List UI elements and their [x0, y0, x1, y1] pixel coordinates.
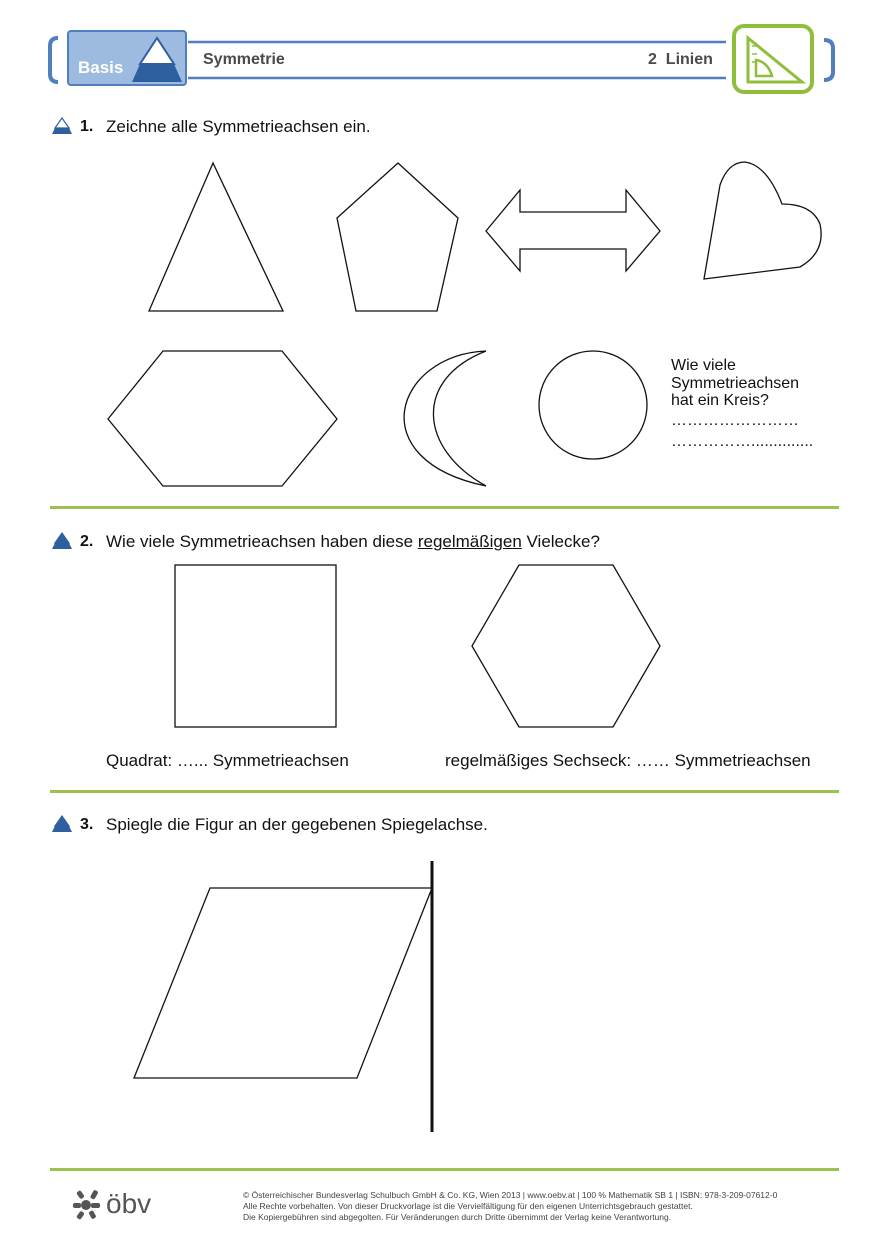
footer-copyright — [243, 1190, 843, 1223]
footer-line-1: © Österreichischer Bundesverlag Schulbuch GmbH & Co. KG, Wien 2013 | www.oebv.at | 100 % Mathematik SB 1 | ISBN: 978-3-209-07612-0 — [243, 1190, 778, 1200]
section-title: Symmetrie — [203, 51, 285, 68]
answer-blank-1[interactable]: …………………… — [671, 411, 799, 429]
task3-number: 3. — [80, 816, 94, 833]
task2-instruction-after: Vielecke? — [521, 532, 600, 551]
regular-hexagon-shape — [472, 565, 660, 727]
task2-level-icon — [52, 533, 72, 549]
heart-shape — [704, 162, 821, 279]
circle-question-line3: hat ein Kreis? — [671, 392, 769, 409]
task2-instruction-before: Wie viele Symmetrieachsen haben diese — [106, 532, 418, 551]
square-shape — [175, 565, 336, 727]
basis-badge-label: Basis — [78, 58, 124, 77]
task3-level-icon — [52, 816, 72, 832]
triangle-shape — [149, 163, 283, 311]
task2-instruction — [106, 532, 600, 552]
footer-line-3: Die Kopiergebühren sind abgegolten. Für Veränderungen durch Dritte übernimmt der Verlag keine Verantwortung. — [243, 1212, 672, 1222]
separator-2 — [50, 790, 839, 793]
task1-number: 1. — [80, 118, 94, 135]
parallelogram-shape — [134, 888, 432, 1078]
double-arrow-shape — [486, 190, 660, 271]
obv-logo-mark-icon — [73, 1190, 100, 1220]
circle-question — [671, 357, 813, 451]
task2-instruction-underlined: regelmäßigen — [417, 532, 522, 551]
obv-logo-text: öbv — [106, 1188, 152, 1219]
crescent-shape — [404, 351, 486, 486]
task1-level-icon — [52, 118, 72, 134]
task3-instruction: Spiegle die Figur an der gegebenen Spiegelachse. — [106, 815, 488, 834]
hexagon-answer-label[interactable]: regelmäßiges Sechseck: …… Symmetrieachsen — [445, 751, 811, 770]
chapter-title: 2 Linien — [648, 51, 713, 68]
separator-1 — [50, 506, 839, 509]
circle-shape — [539, 351, 647, 459]
task2-number: 2. — [80, 533, 94, 550]
hexagon-shape — [108, 351, 337, 486]
circle-question-line2: Symmetrieachsen — [671, 374, 800, 392]
answer-blank-2[interactable]: …………….............. — [671, 433, 814, 450]
task1-instruction: Zeichne alle Symmetrieachsen ein. — [106, 117, 371, 136]
footer-line-2: Alle Rechte vorbehalten. Von dieser Druckvorlage ist die Vervielfältigung für den eigenen Unterrichtsgebrauch gestattet. — [243, 1201, 693, 1211]
set-square-icon — [734, 26, 812, 92]
pentagon-shape — [337, 163, 458, 311]
separator-footer — [50, 1168, 839, 1171]
circle-question-line1: Wie viele — [671, 357, 736, 374]
square-answer-label[interactable]: Quadrat: …... Symmetrieachsen — [106, 751, 349, 770]
